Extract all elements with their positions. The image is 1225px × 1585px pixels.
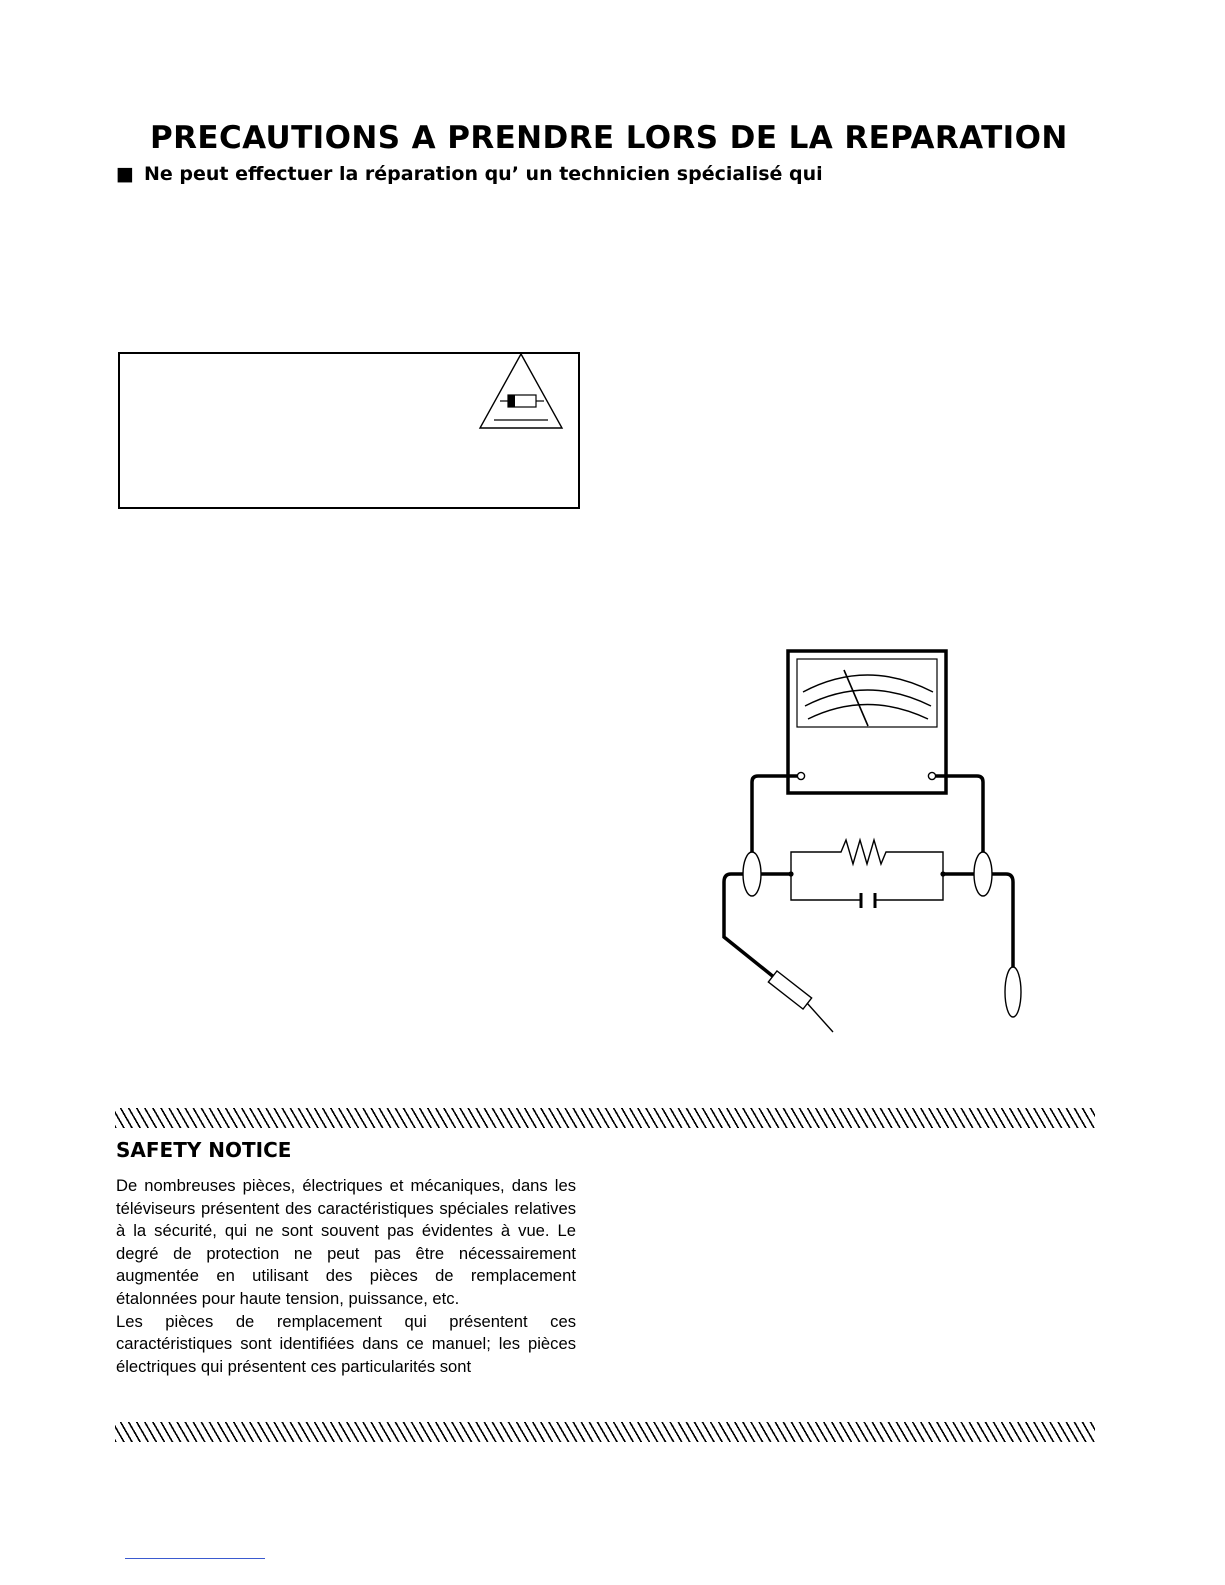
hatched-divider-top — [115, 1108, 1095, 1128]
subtitle-line — [116, 163, 823, 185]
leakage-current-meter-diagram — [700, 640, 1040, 1040]
bullet-square: ■ — [116, 163, 134, 185]
footer-rule — [125, 1558, 265, 1559]
hatched-divider-bottom — [115, 1422, 1095, 1442]
safety-notice-heading: SAFETY NOTICE — [116, 1138, 292, 1162]
subtitle-text: Ne peut effectuer la réparation qu’ un technicien spécialisé qui — [143, 163, 823, 185]
safety-notice-paragraph-1: De nombreuses pièces, électriques et mécaniques, dans les téléviseurs présentent des caractéristiques spéciales relatives à la sécurité, qui ne sont souvent pas évidentes à vue. Le degré de protection ne peut pas être nécessairement augmentée en utilisant des pièces de remplacement étalonnées pour haute tension, puissance, etc. — [116, 1176, 576, 1308]
fuse-warning-triangle-icon — [478, 352, 568, 432]
safety-notice-paragraph-2: Les pièces de remplacement qui présentent ces caractéristiques sont identifiées dans ce manuel; les pièces électriques qui présentent ces particularités sont — [116, 1311, 576, 1376]
page-title: PRECAUTIONS A PRENDRE LORS DE LA REPARATION — [150, 120, 1068, 156]
safety-notice-body — [116, 1175, 576, 1378]
